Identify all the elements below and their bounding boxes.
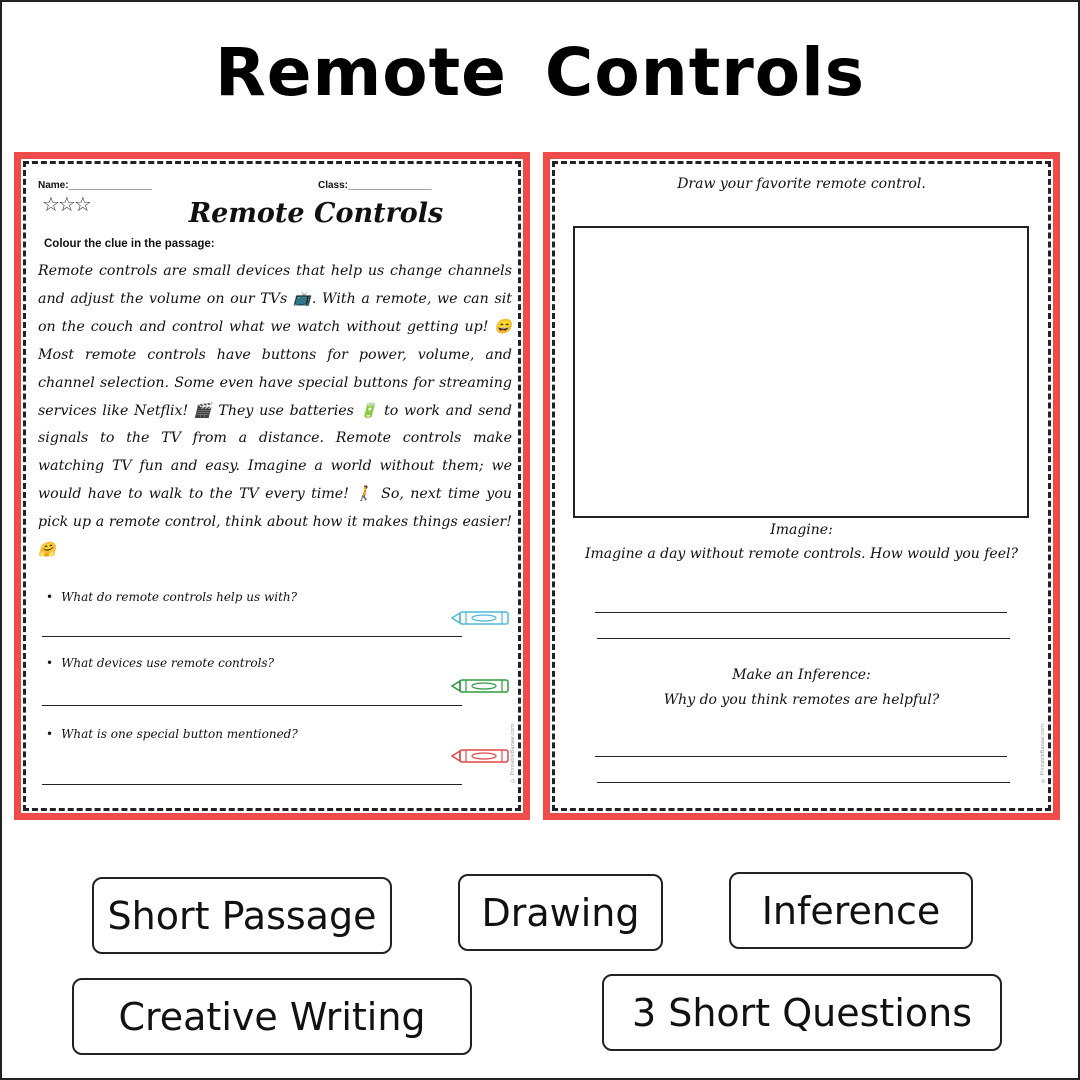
activity-worksheet [543,152,1060,820]
reading-worksheet-inner [23,161,521,811]
watermark: © PrintableBazaar.com [1040,724,1046,783]
inference-heading: Make an Inference: [732,667,871,683]
answer-line-3[interactable] [42,784,462,785]
activity-worksheet-inner [552,161,1051,811]
crayon-green-icon [450,678,512,694]
reading-worksheet [14,152,530,820]
page-title: Remote Controls [214,34,866,111]
imagine-prompt: Imagine a day without remote controls. How would you feel? [584,546,1018,562]
tag-short-passage: Short Passage [92,877,392,954]
inference-prompt: Why do you think remotes are helpful? [663,692,940,708]
name-field: Name:_______________ [38,180,152,191]
clue-instruction: Colour the clue in the passage: [44,238,215,250]
class-field: Class:_______________ [318,180,432,191]
inference-answer-line-1[interactable] [595,756,1007,757]
question-3: • What is one special button mentioned? [46,727,298,741]
question-1: • What do remote controls help us with? [46,590,297,604]
reading-passage: Remote controls are small devices that help us change channels and adjust the volume on our TVs 📺. With a remote, we can sit on the couch and control what we watch without getting up! 😄 Most remote controls have buttons for power, volume, and channel selection. Some even have special buttons for streaming services like Netflix! 🎬 They use batteries 🔋 to work and send signals to the TV from a distance. Remote controls make watching TV fun and easy. Imagine a world without them; we would have to walk to the TV every time! 🚶 So, next time you pick up a remote control, think about how it makes things easier! 🤗 [38,263,512,559]
worksheet-title: Remote Controls [188,198,444,229]
answer-line-1[interactable] [42,636,462,637]
crayon-blue-icon [450,610,512,626]
watermark: © PrintableBazaar.com [510,724,516,783]
answer-line-2[interactable] [42,705,462,706]
tag-3-short-questions: 3 Short Questions [602,974,1002,1051]
crayon-red-icon [450,748,512,764]
drawing-box[interactable] [573,226,1029,518]
question-2: • What devices use remote controls? [46,656,274,670]
tag-inference: Inference [729,872,973,949]
tag-creative-writing: Creative Writing [72,978,472,1055]
inference-answer-line-2[interactable] [597,782,1010,783]
imagine-answer-line-2[interactable] [597,638,1010,639]
imagine-answer-line-1[interactable] [595,612,1007,613]
imagine-heading: Imagine: [770,522,833,538]
draw-prompt: Draw your favorite remote control. [677,176,926,192]
tag-drawing: Drawing [458,874,663,951]
rating-stars-icon: ☆☆☆ [42,192,90,216]
